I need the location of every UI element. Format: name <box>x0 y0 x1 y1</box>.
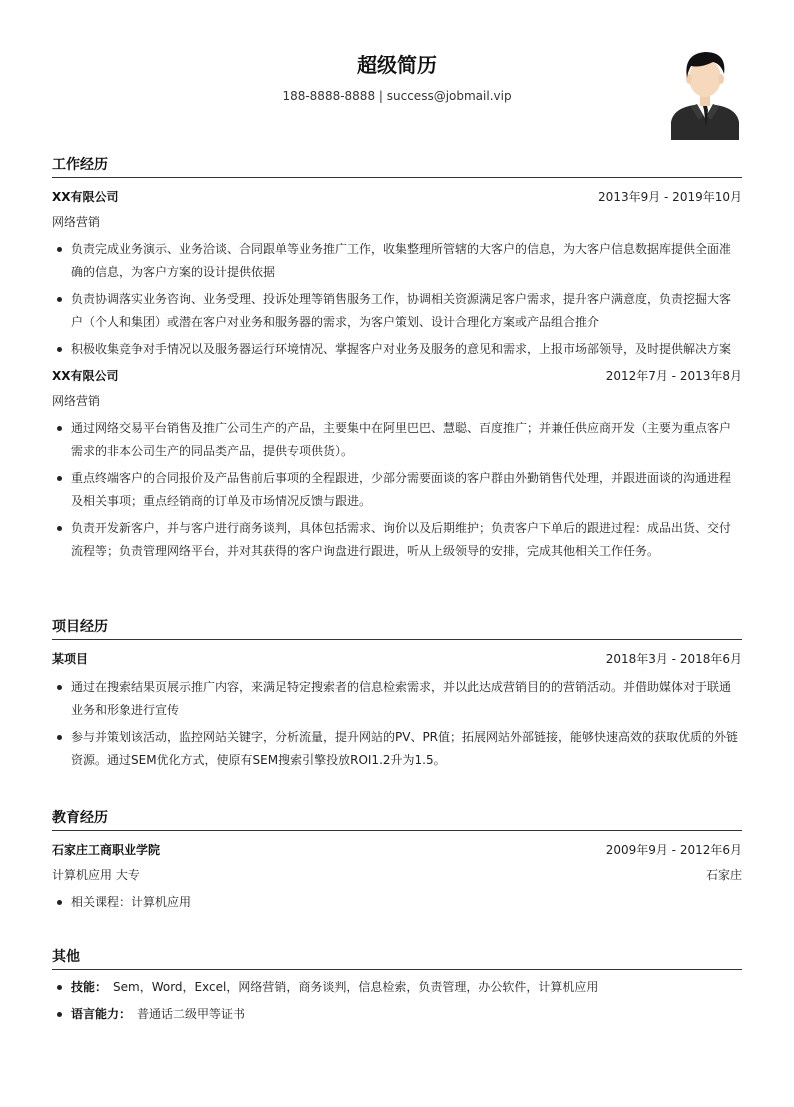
date-range: 2009年9月 - 2012年6月 <box>605 843 742 857</box>
job-role: 网络营销 <box>52 394 101 408</box>
major-degree: 计算机应用 大专 <box>52 868 140 882</box>
candidate-name: 超级简历 <box>357 53 437 77</box>
company-name: XX有限公司 <box>52 190 119 204</box>
list-item: 负责完成业务演示、业务洽谈、合同跟单等业务推广工作，收集整理所管辖的大客户的信息，为大客户信息数据库提供全面准确的信息，为客户方案的设计提供依据 <box>52 238 742 284</box>
section-title-other: 其他 <box>52 946 742 970</box>
list-item: 通过在搜索结果页展示推广内容，来满足特定搜索者的信息检索需求，并以此达成营销目的的营销活动。并借助媒体对于联通业务和形象进行宣传 <box>52 676 742 722</box>
section-title-work: 工作经历 <box>52 154 742 178</box>
work-section <box>52 154 742 563</box>
company-name: XX有限公司 <box>52 369 119 383</box>
project-name: 某项目 <box>52 652 89 666</box>
list-item: 重点终端客户的合同报价及产品售前后事项的全程跟进，少部分需要面谈的客户群由外勤销售代处理，并跟进面谈的沟通进程及相关事项；重点经销商的订单及市场情况反馈与跟进。 <box>52 467 742 513</box>
list-item: 通过网络交易平台销售及推广公司生产的产品，主要集中在阿里巴巴、慧聪、百度推广；并兼任供应商开发（主要为重点客户需求的非本公司生产的同品类产品，提供专项供货）。 <box>52 417 742 463</box>
resume-header <box>52 52 742 142</box>
list-item: 相关课程：计算机应用 <box>52 891 742 914</box>
job-role: 网络营销 <box>52 215 101 229</box>
project-entry-1 <box>52 646 742 772</box>
list-item: 负责开发新客户，并与客户进行商务谈判，具体包括需求、询价以及后期维护；负责客户下单后的跟进过程：成品出货、交付流程等；负责管理网络平台，并对其获得的客户询盘进行跟进，听从上级领导的安排，完成其他相关工作任务。 <box>52 517 742 563</box>
date-range: 2012年7月 - 2013年8月 <box>605 369 742 383</box>
skill-label: 技能： <box>71 980 108 994</box>
school-name: 石家庄工商职业学院 <box>52 843 161 857</box>
school-city: 石家庄 <box>705 868 742 882</box>
education-section <box>52 807 742 914</box>
language-text: 普通话二级甲等证书 <box>137 1007 246 1021</box>
education-entry-1 <box>52 837 742 914</box>
skill-text: Sem，Word，Excel，网络营销，商务谈判，信息检索，负责管理，办公软件，计算机应用 <box>113 980 599 994</box>
section-title-education: 教育经历 <box>52 807 742 831</box>
list-item: 负责协调落实业务咨询、业务受理、投诉处理等销售服务工作，协调相关资源满足客户需求，提升客户满意度，负责挖掘大客户（个人和集团）或潜在客户对业务和服务器的需求，为客户策划、设计合理化方案或产品组合推介 <box>52 288 742 334</box>
project-section <box>52 616 742 772</box>
language-label: 语言能力： <box>71 1007 132 1021</box>
list-item <box>52 976 742 999</box>
date-range: 2018年3月 - 2018年6月 <box>605 652 742 666</box>
work-entry-1 <box>52 184 742 361</box>
contact-info: 188-8888-8888 | success@jobmail.vip <box>282 89 512 103</box>
list-item: 积极收集竞争对手情况以及服务器运行环境情况、掌握客户对业务及服务的意见和需求，上报市场部领导，及时提供解决方案 <box>52 338 742 361</box>
work-entry-2 <box>52 363 742 563</box>
list-item: 参与并策划该活动，监控网站关键字，分析流量，提升网站的PV、PR值；拓展网站外部链接，能够快速高效的获取优质的外链资源。通过SEM优化方式，使原有SEM搜索引擎投放ROI1.2升为1.5。 <box>52 726 742 772</box>
date-range: 2013年9月 - 2019年10月 <box>598 190 742 204</box>
avatar <box>669 44 741 140</box>
other-section <box>52 946 742 1026</box>
section-title-project: 项目经历 <box>52 616 742 640</box>
list-item <box>52 1003 742 1026</box>
